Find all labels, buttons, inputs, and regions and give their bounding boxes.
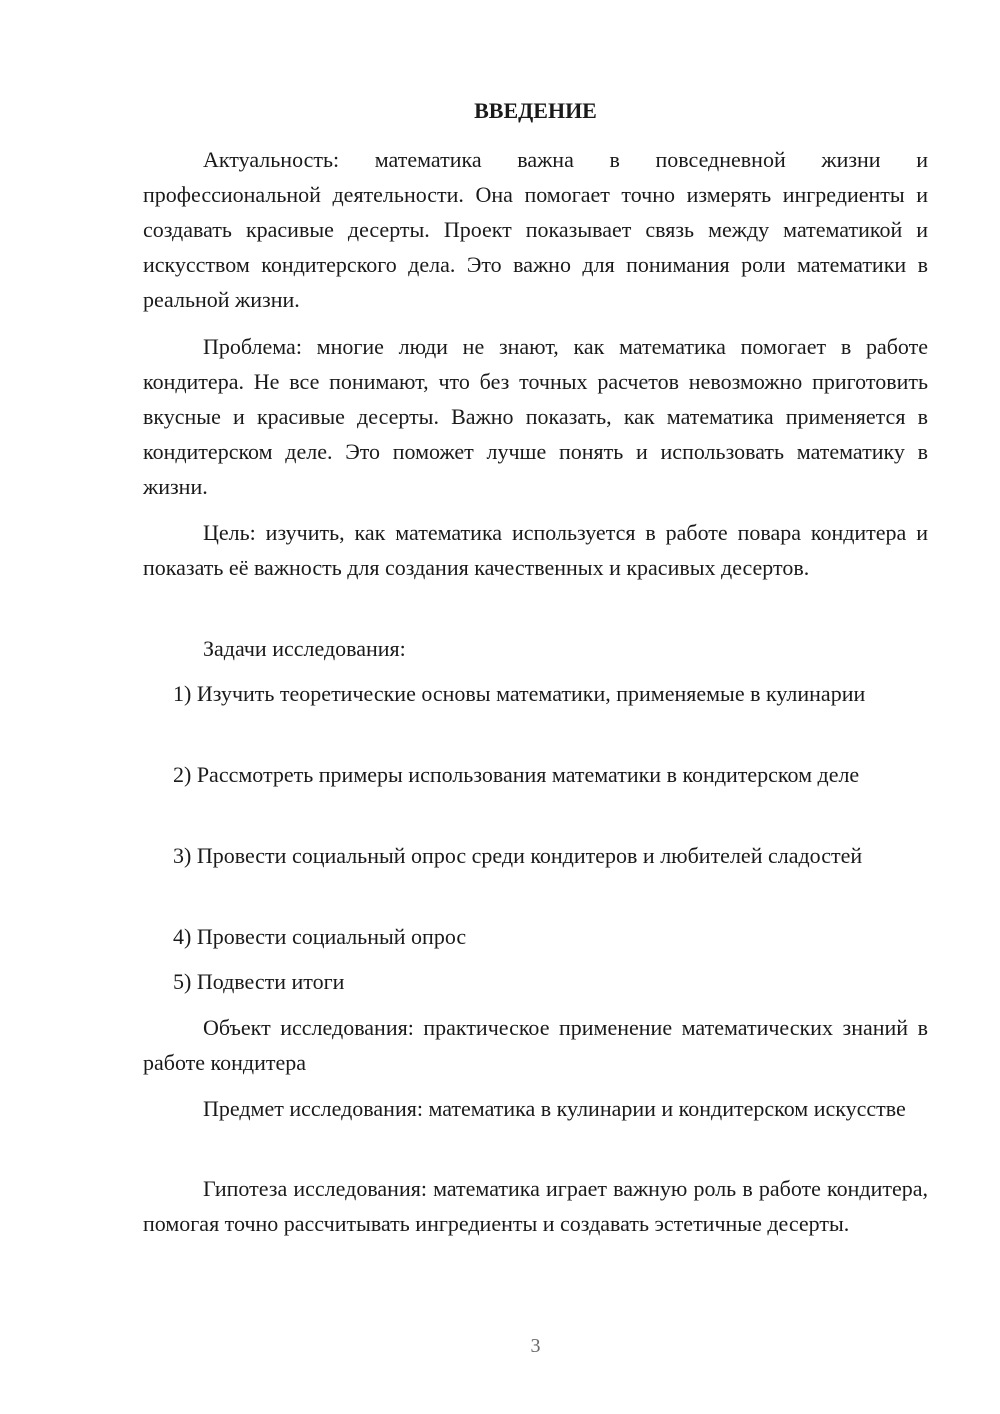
problem-paragraph: Проблема: многие люди не знают, как математика помогает в работе кондитера. Не все понимают, что без точных расчетов невозможно приготовить вкусные и красивые десерты. Важно показать, как математика применяется в кондитерском деле. Это поможет лучше понять и использовать математику в жизни. [143,334,928,499]
task-item: 4) Провести социальный опрос [173,924,467,949]
goal-paragraph: Цель: изучить, как математика используется в работе повара кондитера и показать её важность для создания качественных и красивых десертов. [143,520,928,580]
task-item: 5) Подвести итоги [173,969,345,994]
relevance-paragraph: Актуальность: математика важна в повседневной жизни и профессиональной деятельности. Она помогает точно измерять ингредиенты и создавать красивые десерты. Проект показывает связь между математикой и искусством кондитерского дела. Это важно для понимания роли математики в реальной жизни. [143,147,928,312]
task-item: 1) Изучить теоретические основы математики, применяемые в кулинарии [173,681,866,706]
subject-paragraph: Предмет исследования: математика в кулинарии и кондитерском искусстве [203,1096,906,1121]
task-item: 2) Рассмотреть примеры использования математики в кондитерском деле [173,762,860,787]
task-item: 3) Провести социальный опрос среди кондитеров и любителей сладостей [173,843,863,868]
hypothesis-paragraph: Гипотеза исследования: математика играет важную роль в работе кондитера, помогая точно рассчитывать ингредиенты и создавать эстетичные десерты. [143,1176,928,1236]
object-paragraph: Объект исследования: практическое применение математических знаний в работе кондитера [143,1015,928,1075]
document-page [143,0,928,1414]
page-number: 3 [530,1335,541,1357]
section-heading: ВВЕДЕНИЕ [474,98,597,123]
tasks-title: Задачи исследования: [203,636,406,661]
